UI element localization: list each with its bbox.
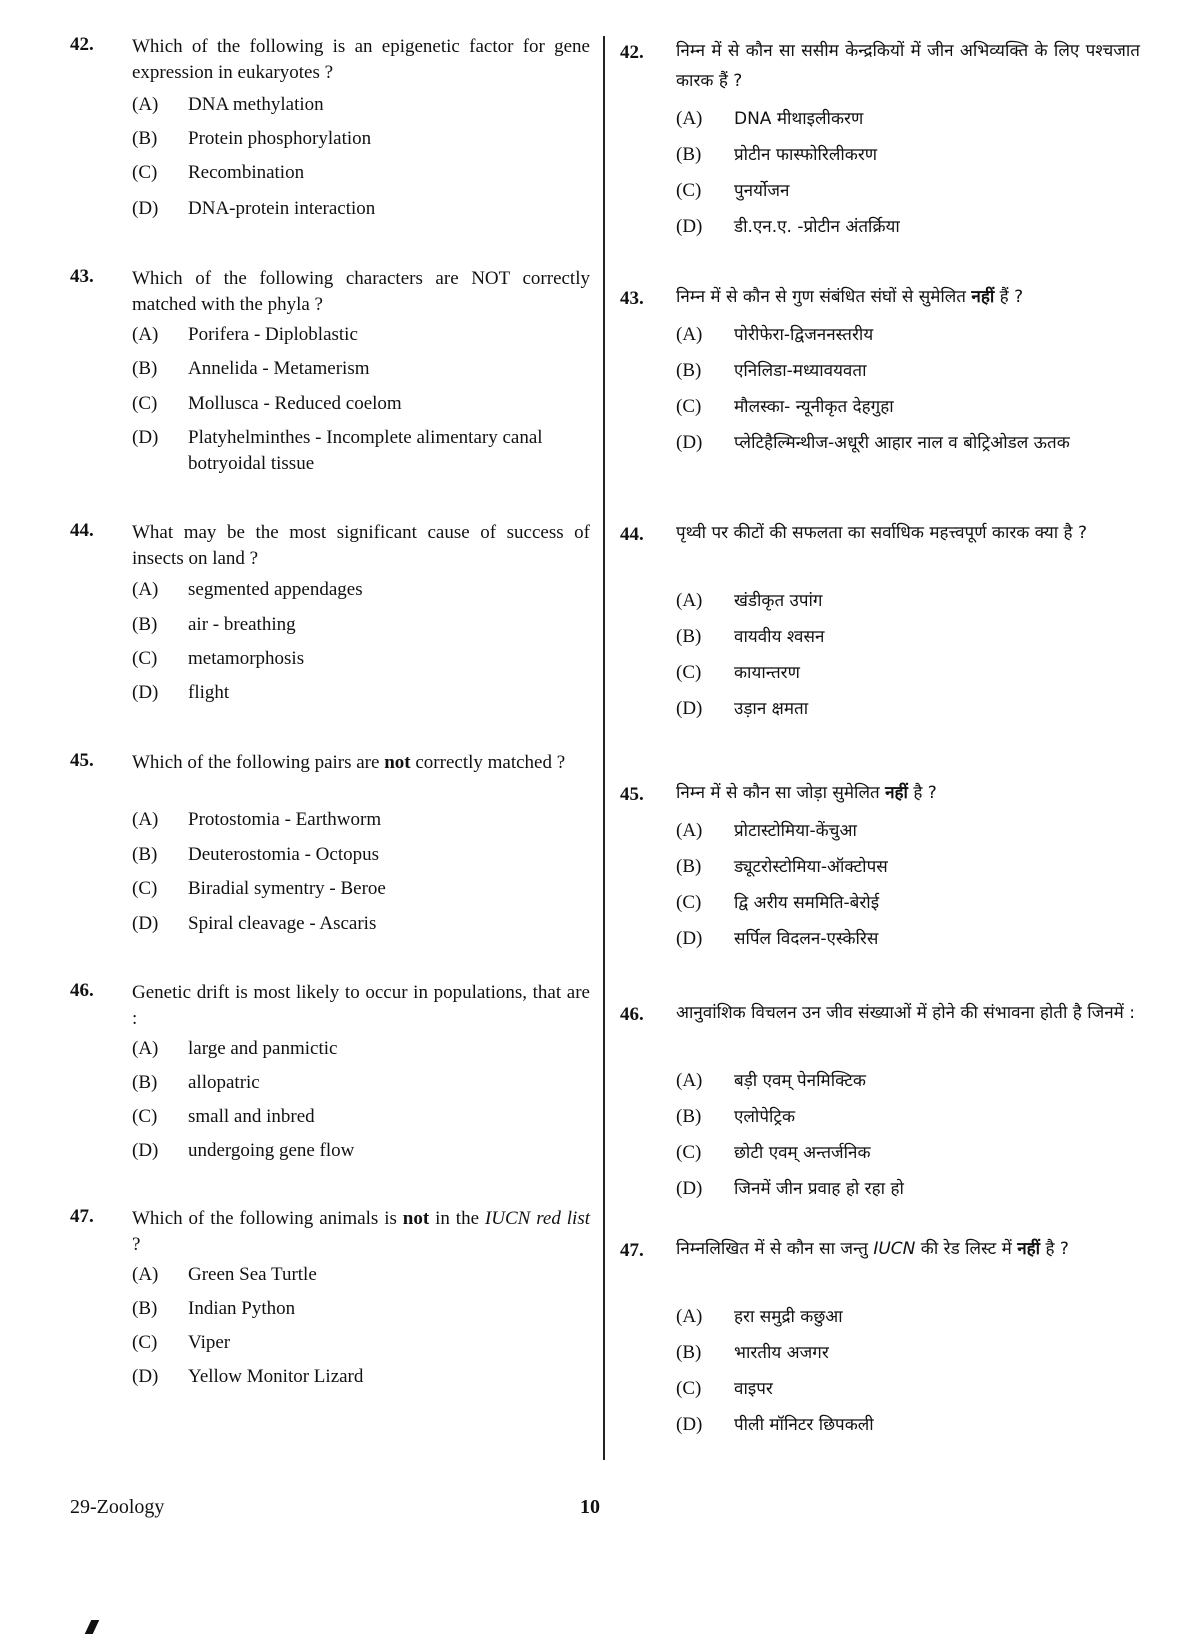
question-text: Which of the following pairs are not correctly matched ? bbox=[132, 752, 566, 773]
scan-mark bbox=[85, 1620, 100, 1634]
question-text: Which of the following animals is not in the IUCN red list ? bbox=[132, 1208, 590, 1255]
question-number: 44. bbox=[620, 524, 644, 545]
question-text: निम्न में से कौन से गुण संबंधित संघों से सुमेलित नहीं हैं ? bbox=[676, 287, 1024, 307]
column-divider bbox=[603, 36, 605, 1460]
question-number: 47. bbox=[620, 1240, 644, 1261]
question-number: 45. bbox=[620, 784, 644, 805]
question-text: Genetic drift is most likely to occur in populations, that are : bbox=[132, 982, 590, 1029]
page-number: 10 bbox=[580, 1496, 600, 1518]
question-text: Which of the following characters are NOT correctly matched with the phyla ? bbox=[132, 268, 590, 315]
question-number: 45. bbox=[70, 750, 94, 771]
question-text: निम्न में से कौन सा जोड़ा सुमेलित नहीं है ? bbox=[676, 783, 937, 803]
question-text: निम्न में से कौन सा ससीम केन्द्रकियों में जीन अभिव्यक्ति के लिए पश्चजात कारक हैं ? bbox=[676, 41, 1140, 91]
question-text: निम्नलिखित में से कौन सा जन्तु IUCN की रेड लिस्ट में नहीं है ? bbox=[676, 1239, 1069, 1259]
question-number: 42. bbox=[620, 42, 644, 63]
question-text: Which of the following is an epigenetic factor for gene expression in eukaryotes ? bbox=[132, 36, 590, 83]
question-text: आनुवांशिक विचलन उन जीव संख्याओं में होने की संभावना होती है जिनमें : bbox=[676, 1003, 1135, 1023]
question-number: 43. bbox=[70, 266, 94, 287]
question-number: 43. bbox=[620, 288, 644, 309]
question-number: 46. bbox=[70, 980, 94, 1001]
question-number: 44. bbox=[70, 520, 94, 541]
question-number: 46. bbox=[620, 1004, 644, 1025]
question-number: 42. bbox=[70, 34, 94, 55]
question-text: पृथ्वी पर कीटों की सफलता का सर्वाधिक महत्त्वपूर्ण कारक क्या है ? bbox=[676, 523, 1087, 543]
subject-code: 29-Zoology bbox=[70, 1496, 165, 1518]
question-text: What may be the most significant cause of success of insects on land ? bbox=[132, 522, 590, 569]
question-number: 47. bbox=[70, 1206, 94, 1227]
